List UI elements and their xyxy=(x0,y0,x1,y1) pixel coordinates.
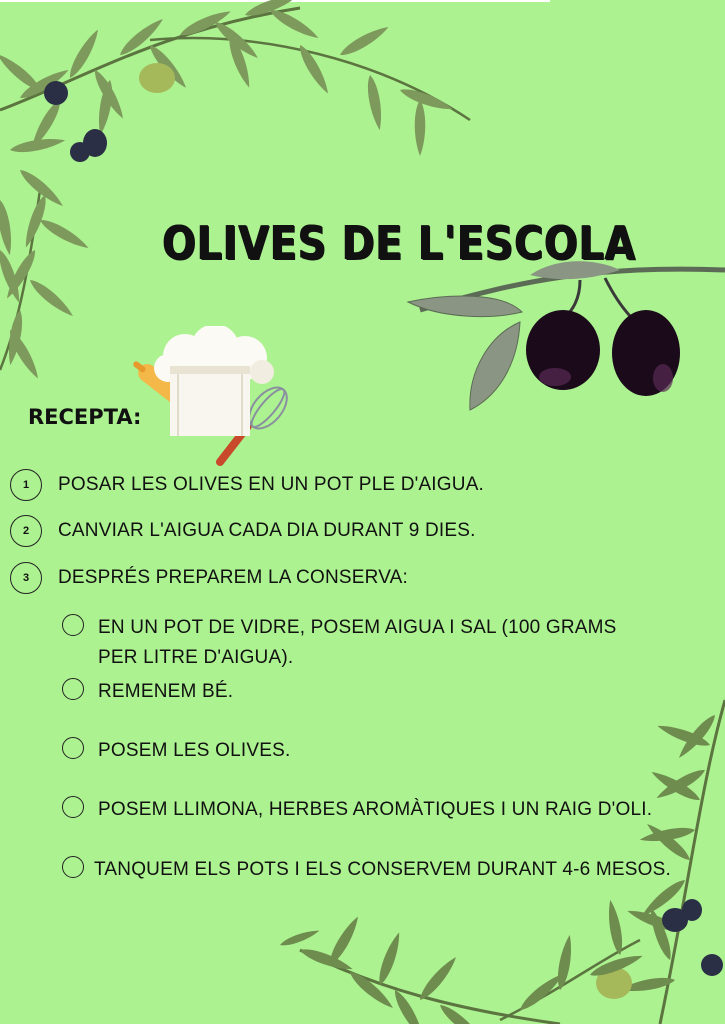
sub-step-line: PER LITRE D'AIGUA). xyxy=(98,647,294,668)
radio-circle[interactable] xyxy=(62,614,84,636)
step-text: POSAR LES OLIVES EN UN POT PLE D'AIGUA. xyxy=(58,474,485,495)
olive-branch-bottom xyxy=(279,899,645,1024)
recipe-label: RECEPTA: xyxy=(28,405,142,429)
step-text: CANVIAR L'AIGUA CADA DIA DURANT 9 DIES. xyxy=(58,520,476,541)
sub-step-line: EN UN POT DE VIDRE, POSEM AIGUA I SAL (100 GRAMS xyxy=(98,617,617,638)
step-item xyxy=(10,513,476,549)
chef-hat xyxy=(154,326,274,436)
sub-step-text: REMENEM BÉ. xyxy=(98,681,234,702)
olive-branch-right xyxy=(408,261,725,410)
step-item xyxy=(10,467,484,503)
sub-step-text xyxy=(98,613,617,673)
step-text: DESPRÉS PREPAREM LA CONSERVA: xyxy=(58,567,409,588)
sub-step-item xyxy=(62,736,290,766)
step-number-badge: 2 xyxy=(10,515,42,547)
step-number-badge: 1 xyxy=(10,469,42,501)
sub-step-item xyxy=(62,613,617,673)
sub-step-text: POSEM LES OLIVES. xyxy=(98,740,291,761)
olive-branch-top-left xyxy=(0,0,470,381)
sub-step-item xyxy=(62,795,652,825)
sub-step-text: TANQUEM ELS POTS I ELS CONSERVEM DURANT 4-6 MESOS. xyxy=(94,859,671,880)
step-number-badge: 3 xyxy=(10,562,42,594)
radio-circle[interactable] xyxy=(62,737,84,759)
sub-step-item xyxy=(62,855,671,885)
page-title: OLIVES DE L'ESCOLA xyxy=(162,216,637,270)
radio-circle[interactable] xyxy=(62,678,84,700)
sub-step-item xyxy=(62,677,233,707)
radio-circle[interactable] xyxy=(62,796,84,818)
radio-circle[interactable] xyxy=(62,856,84,878)
sub-step-text: POSEM LLIMONA, HERBES AROMÀTIQUES I UN RAIG D'OLI. xyxy=(98,799,653,820)
step-item xyxy=(10,560,408,596)
chef-hat-icon xyxy=(130,326,300,471)
